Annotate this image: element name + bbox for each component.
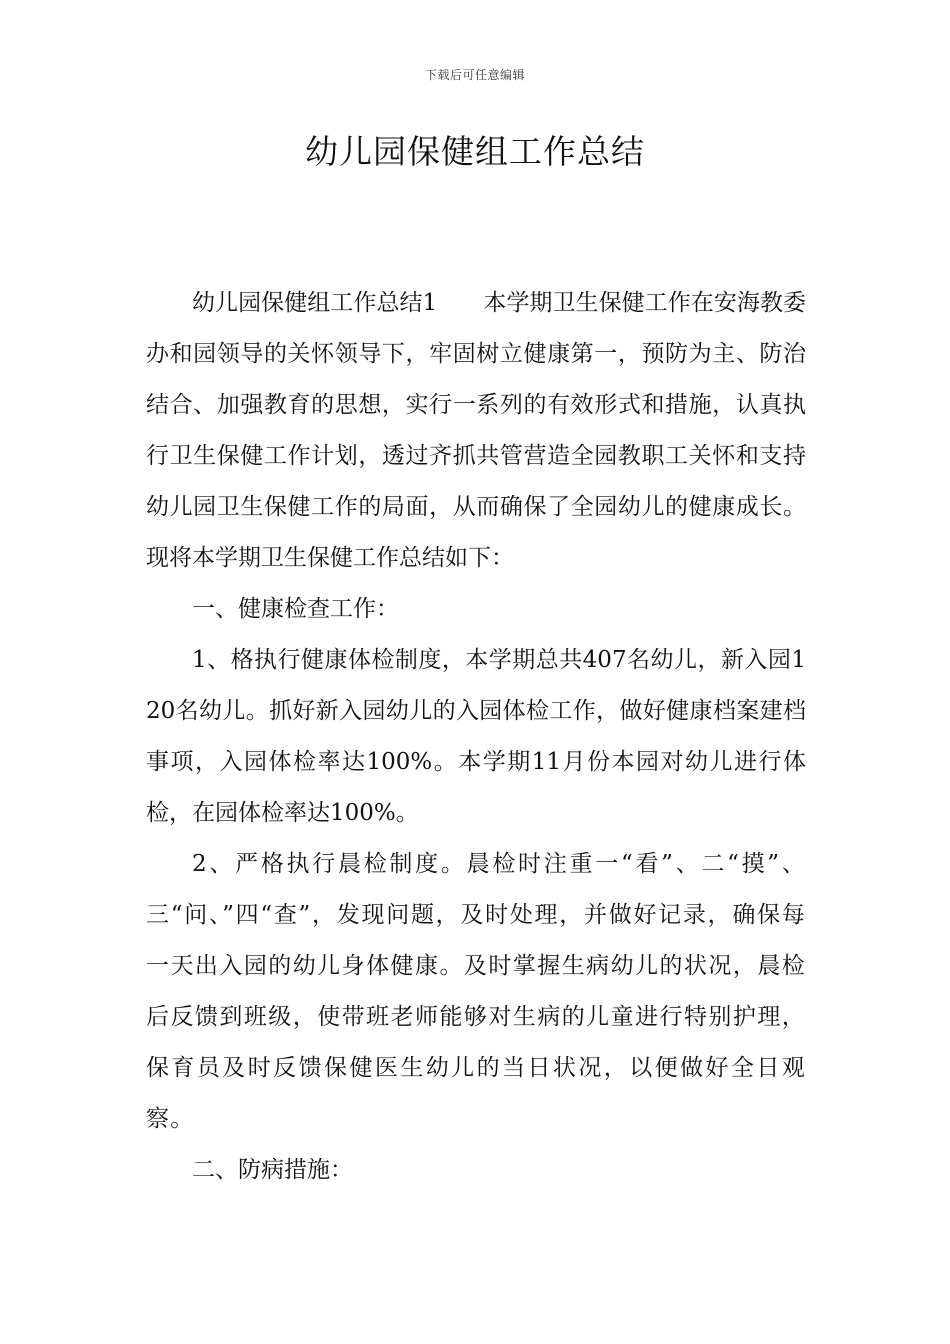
- document-title: 幼儿园保健组工作总结: [305, 132, 645, 171]
- header-note: 下载后可任意编辑: [424, 68, 525, 82]
- section-heading-health-check: 一、健康检查工作：: [192, 596, 399, 622]
- paragraph-morning-check-2: 2、严格执行晨检制度。晨检时注重一“看”、二“摸”、三“问、”四“查”，发现问题，及时处理，并做好记录，确保每一天出入园的幼儿身体健康。及时掌握生病幼儿的状况，晨检后反馈到班级，使带班老师能够对生病的儿童进行特别护理，保育员及时反馈保健医生幼儿的当日状况，以便做好全日观察。: [146, 851, 806, 1132]
- section-heading-disease-prevention: 二、防病措施：: [192, 1157, 353, 1183]
- document-body: [146, 278, 806, 1196]
- paragraph-health-check-1: 1、格执行健康体检制度，本学期总共407名幼儿，新入园120名幼儿。抓好新入园幼儿的入园体检工作，做好健康档案建档事项，入园体检率达100%。本学期11月份本园对幼儿进行体检，在园体检率达100%。: [146, 647, 806, 826]
- paragraph-intro: 幼儿园保健组工作总结1 本学期卫生保健工作在安海教委办和园领导的关怀领导下，牢固树立健康第一，预防为主、防治结合、加强教育的思想，实行一系列的有效形式和措施，认真执行卫生保健工作计划，透过齐抓共管营造全园教职工关怀和支持幼儿园卫生保健工作的局面，从而确保了全园幼儿的健康成长。现将本学期卫生保健工作总结如下：: [146, 290, 806, 571]
